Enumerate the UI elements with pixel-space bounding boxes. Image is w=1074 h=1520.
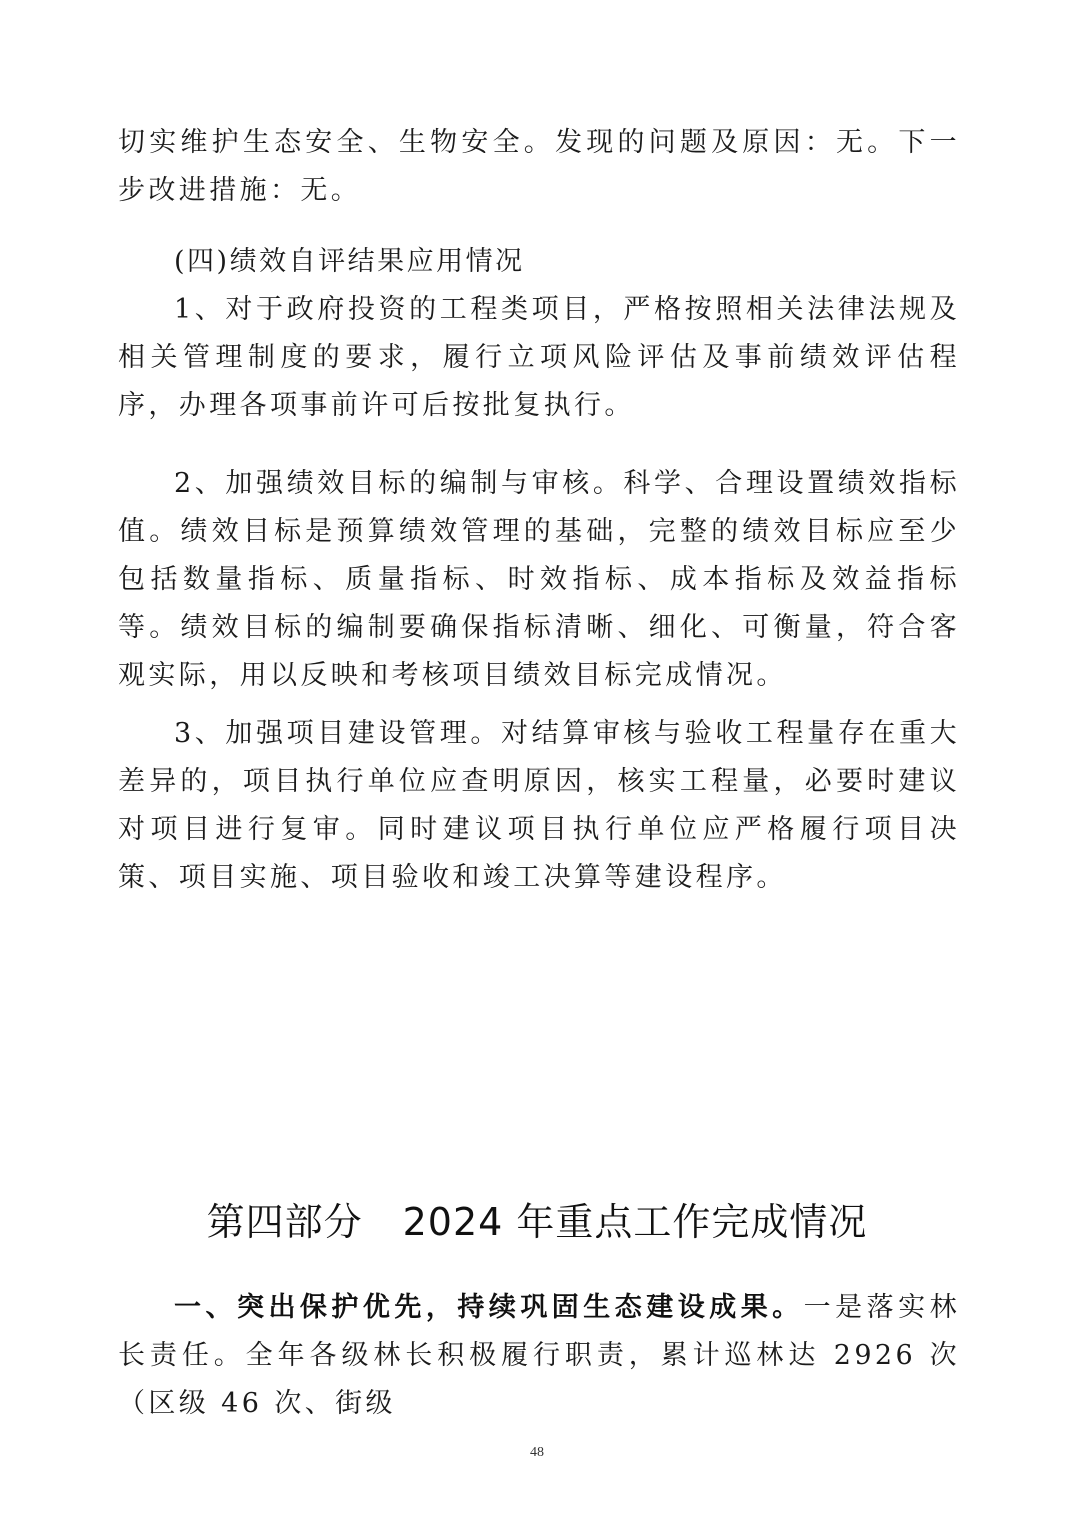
part-four-title	[0, 1194, 1074, 1250]
part-four-title-text: 2024 年重点工作完成情况	[402, 1200, 868, 1244]
paragraph-item-3: 3、加强项目建设管理。对结算审核与验收工程量存在重大差异的，项目执行单位应查明原因，核实工程量，必要时建议对项目进行复审。同时建议项目执行单位应严格履行项目决策、项目实施、项目验收和竣工决算等建设程序。	[118, 718, 960, 893]
paragraph-item-2: 2、加强绩效目标的编制与审核。科学、合理设置绩效指标值。绩效目标是预算绩效管理的基础，完整的绩效目标应至少包括数量指标、质量指标、时效指标、成本指标及效益指标等。绩效目标的编制要确保指标清晰、细化、可衡量，符合客观实际，用以反映和考核项目绩效目标完成情况。	[118, 468, 960, 691]
section-1-bold-lead: 一、突出保护优先，持续巩固生态建设成果。	[174, 1292, 804, 1323]
section-1-body: 一是落实林长责任。全年各级林长积极履行职责，累计巡林达 2926 次（区级 46 次、街级	[118, 1292, 961, 1419]
page-number: 48	[530, 1445, 544, 1460]
continuation-paragraph: 切实维护生态安全、生物安全。发现的问题及原因：无。下一步改进措施：无。	[118, 127, 960, 206]
section-heading-performance-results: (四)绩效自评结果应用情况	[174, 246, 525, 277]
paragraph-item-1: 1、对于政府投资的工程类项目，严格按照相关法律法规及相关管理制度的要求，履行立项风险评估及事前绩效评估程序，办理各项事前许可后按批复执行。	[118, 294, 960, 421]
part-four-section-1-paragraph	[118, 1284, 960, 1428]
part-four-title-prefix: 第四部分	[206, 1200, 363, 1244]
